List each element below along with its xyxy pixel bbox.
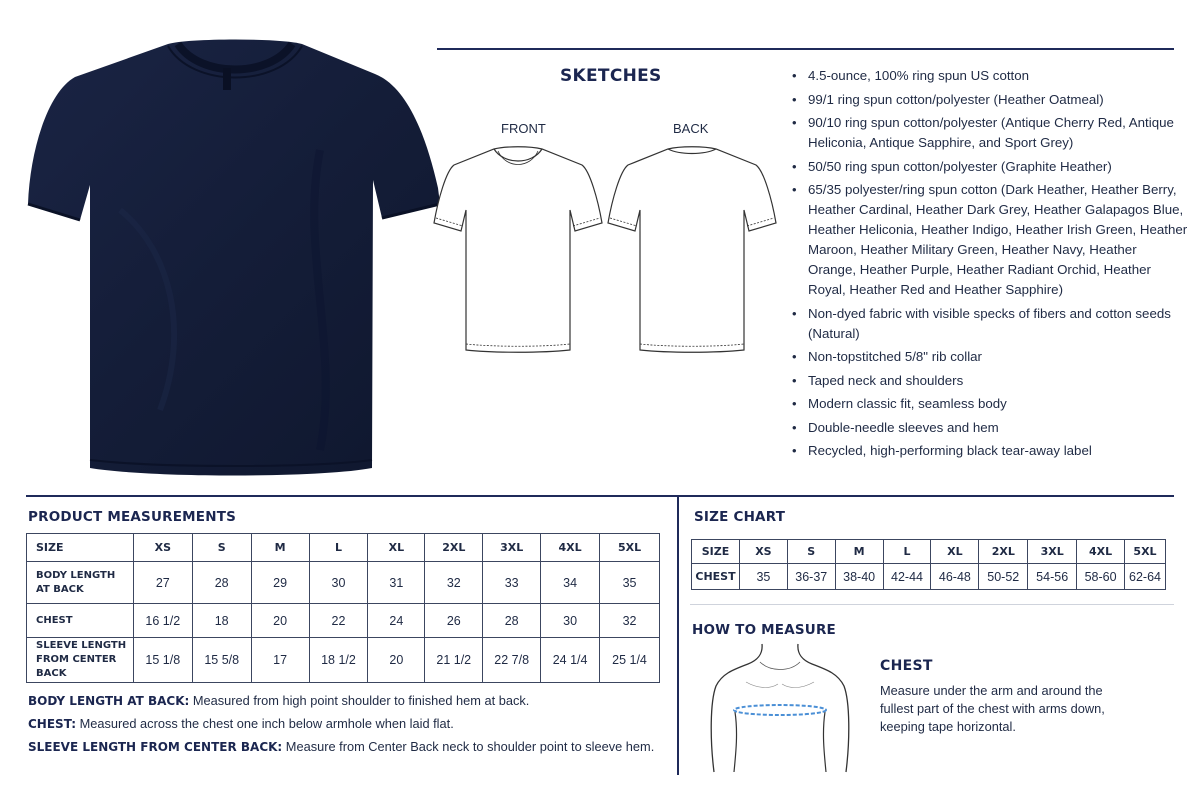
table-cell: 29	[251, 562, 309, 604]
header-cell: SIZE	[27, 534, 134, 562]
table-cell: 26	[425, 604, 483, 638]
chest-measure-figure	[700, 640, 860, 775]
table-cell: 17	[251, 638, 309, 683]
table-cell: 32	[425, 562, 483, 604]
header-cell: 4XL	[1077, 540, 1125, 564]
definition-term: BODY LENGTH AT BACK:	[28, 694, 190, 708]
table-cell: 20	[251, 604, 309, 638]
table-cell: 22 7/8	[483, 638, 541, 683]
definition-term: SLEEVE LENGTH FROM CENTER BACK:	[28, 740, 283, 754]
tshirt-photo	[20, 30, 450, 485]
header-cell: M	[251, 534, 309, 562]
definition-term: CHEST:	[28, 717, 77, 731]
table-cell: 33	[483, 562, 541, 604]
feature-item: • Double-needle sleeves and hem	[788, 418, 1188, 438]
header-cell: 3XL	[483, 534, 541, 562]
table-cell: 54-56	[1028, 564, 1077, 590]
feature-item: • 50/50 ring spun cotton/polyester (Graphite Heather)	[788, 157, 1188, 177]
header-cell: 5XL	[600, 534, 660, 562]
header-cell: L	[309, 534, 368, 562]
table-cell: 18	[192, 604, 251, 638]
table-cell: 28	[192, 562, 251, 604]
how-to-measure-divider	[690, 604, 1174, 605]
table-cell: 25 1/4	[600, 638, 660, 683]
header-cell: XL	[368, 534, 425, 562]
size-chart-table	[691, 539, 1166, 590]
how-to-measure-title: HOW TO MEASURE	[692, 622, 836, 638]
definition-body-length	[28, 693, 529, 708]
row-label: SLEEVE LENGTH FROM CENTER BACK	[27, 638, 134, 683]
header-cell: S	[787, 540, 835, 564]
feature-item: • Non-topstitched 5/8" rib collar	[788, 347, 1188, 367]
table-cell: 35	[739, 564, 787, 590]
definition-sleeve-length	[28, 739, 654, 754]
table-header-row	[692, 540, 1166, 564]
table-cell: 62-64	[1125, 564, 1166, 590]
header-cell: XL	[931, 540, 979, 564]
table-cell: 31	[368, 562, 425, 604]
table-cell: 24	[368, 604, 425, 638]
table-cell: 22	[309, 604, 368, 638]
feature-item: • Taped neck and shoulders	[788, 371, 1188, 391]
size-chart-title: SIZE CHART	[694, 509, 786, 525]
back-label: BACK	[673, 121, 709, 136]
row-label: CHEST	[692, 564, 740, 590]
definition-text: Measured from high point shoulder to finished hem at back.	[192, 693, 530, 708]
header-cell: S	[192, 534, 251, 562]
header-cell: XS	[739, 540, 787, 564]
chest-title: CHEST	[880, 658, 933, 674]
table-cell: 18 1/2	[309, 638, 368, 683]
table-cell: 24 1/4	[541, 638, 600, 683]
header-cell: 5XL	[1125, 540, 1166, 564]
table-cell: 15 1/8	[133, 638, 192, 683]
header-cell: L	[883, 540, 931, 564]
feature-item: • Recycled, high-performing black tear-away label	[788, 441, 1188, 461]
table-header-row	[27, 534, 660, 562]
table-cell: 28	[483, 604, 541, 638]
header-cell: 4XL	[541, 534, 600, 562]
header-cell: 3XL	[1028, 540, 1077, 564]
feature-item: • Non-dyed fabric with visible specks of fibers and cotton seeds (Natural)	[788, 304, 1188, 344]
header-cell: 2XL	[425, 534, 483, 562]
front-sketch	[432, 145, 604, 355]
header-cell: 2XL	[979, 540, 1028, 564]
table-cell: 32	[600, 604, 660, 638]
feature-list	[788, 66, 1188, 465]
feature-item: • 90/10 ring spun cotton/polyester (Antique Cherry Red, Antique Heliconia, Antique Sapphire, and Sport Grey)	[788, 113, 1188, 153]
header-cell: M	[835, 540, 883, 564]
table-row	[27, 638, 660, 683]
definition-text: Measured across the chest one inch below armhole when laid flat.	[79, 716, 454, 731]
feature-item: • 4.5-ounce, 100% ring spun US cotton	[788, 66, 1188, 86]
table-cell: 30	[309, 562, 368, 604]
header-cell: SIZE	[692, 540, 740, 564]
feature-item: • Modern classic fit, seamless body	[788, 394, 1188, 414]
table-cell: 34	[541, 562, 600, 604]
row-label: BODY LENGTH AT BACK	[27, 562, 134, 604]
table-row	[27, 562, 660, 604]
product-measurements-table	[26, 533, 660, 683]
table-cell: 21 1/2	[425, 638, 483, 683]
table-row	[27, 604, 660, 638]
table-cell: 15 5/8	[192, 638, 251, 683]
front-label: FRONT	[501, 121, 546, 136]
vertical-divider	[677, 495, 679, 775]
middle-divider	[26, 495, 1174, 497]
table-cell: 42-44	[883, 564, 931, 590]
table-cell: 38-40	[835, 564, 883, 590]
table-cell: 27	[133, 562, 192, 604]
table-cell: 30	[541, 604, 600, 638]
sketches-title: SKETCHES	[560, 66, 662, 86]
top-divider	[437, 48, 1174, 50]
definition-text: Measure from Center Back neck to shoulder point to sleeve hem.	[285, 739, 655, 754]
header-cell: XS	[133, 534, 192, 562]
chest-description: Measure under the arm and around the fullest part of the chest with arms down, keeping tape horizontal.	[880, 683, 1105, 734]
table-cell: 46-48	[931, 564, 979, 590]
table-cell: 50-52	[979, 564, 1028, 590]
feature-item: • 99/1 ring spun cotton/polyester (Heather Oatmeal)	[788, 90, 1188, 110]
table-row	[692, 564, 1166, 590]
table-cell: 58-60	[1077, 564, 1125, 590]
table-cell: 36-37	[787, 564, 835, 590]
product-measurements-title: PRODUCT MEASUREMENTS	[28, 509, 237, 525]
definition-chest	[28, 716, 454, 731]
row-label: CHEST	[27, 604, 134, 638]
feature-item: • 65/35 polyester/ring spun cotton (Dark Heather, Heather Berry, Heather Cardinal, Heather Dark Grey, Heather Galapagos Blue, Heather Heliconia, Heather Indigo, Heather Irish Green, Heather Maroon, Heather Military Green, Heather Navy, Heather Orange, Heather Purple, Heather Radiant Orchid, Heather Royal, Heather Red and Heather Sapphire)	[788, 180, 1188, 300]
table-cell: 35	[600, 562, 660, 604]
back-sketch	[606, 145, 778, 355]
table-cell: 16 1/2	[133, 604, 192, 638]
table-cell: 20	[368, 638, 425, 683]
